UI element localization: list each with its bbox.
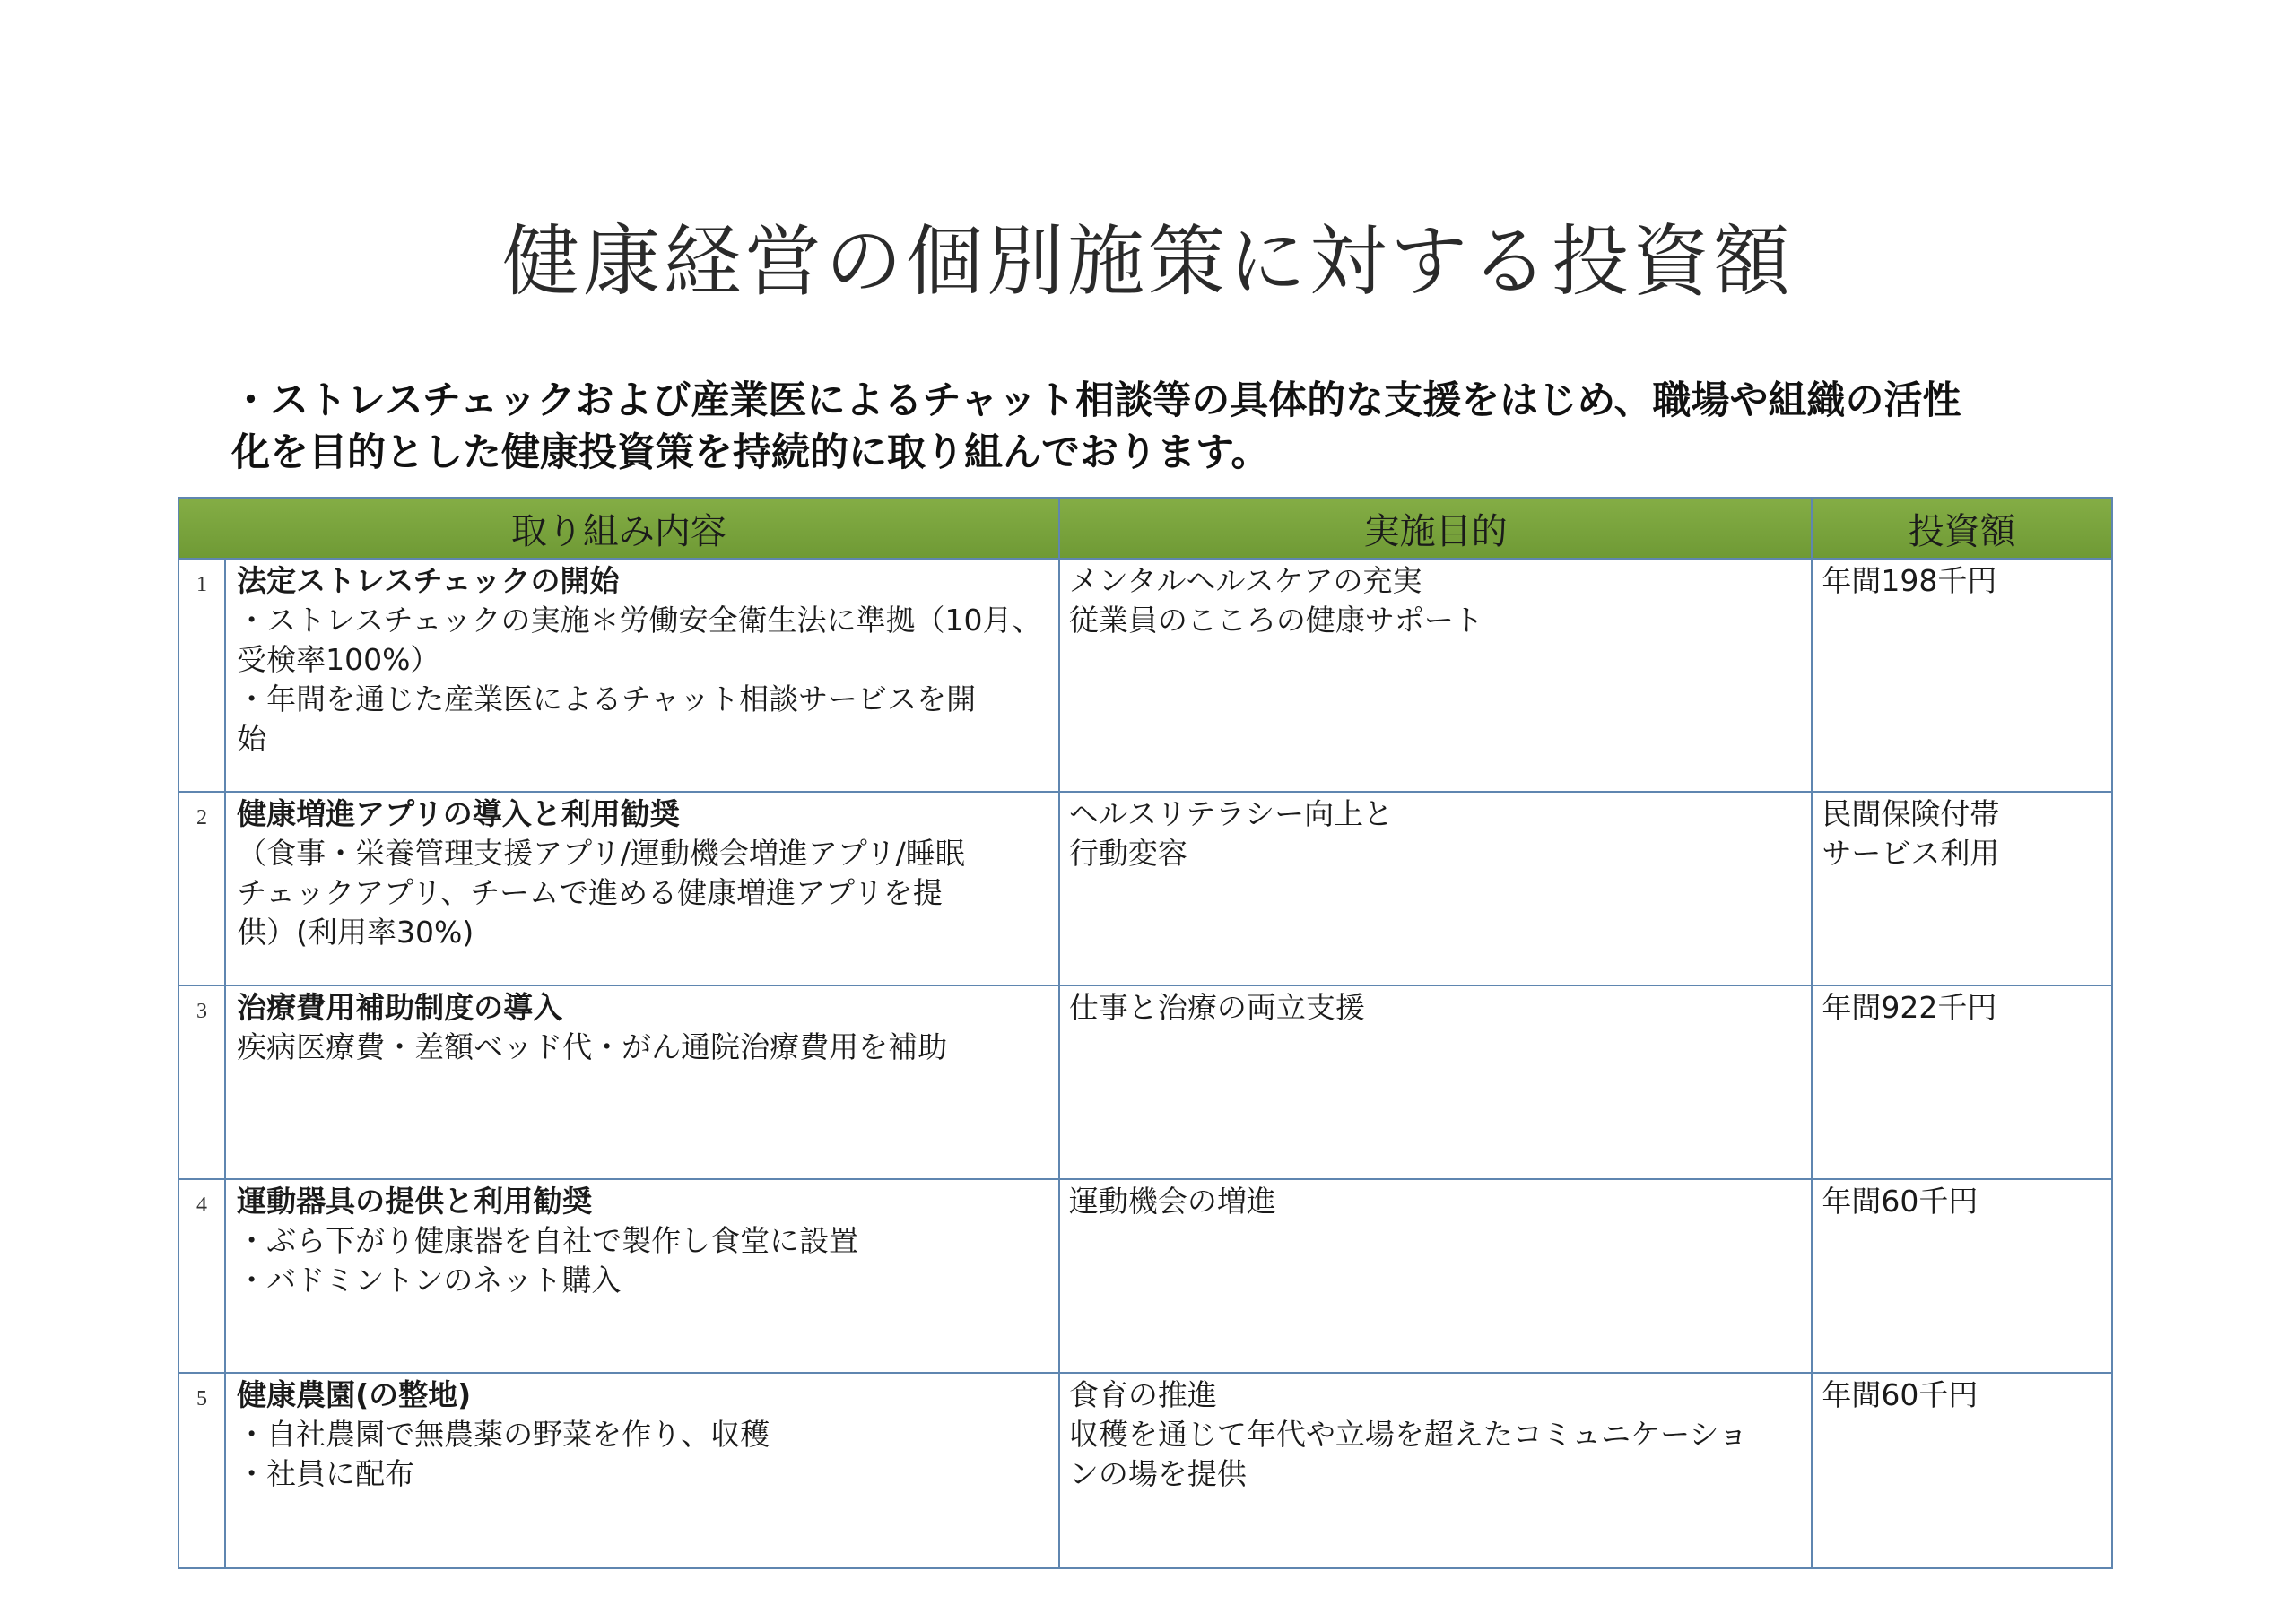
row-title: 健康増進アプリの導入と利用勧奨 xyxy=(237,796,680,831)
content-line: 受検率100%） xyxy=(237,642,440,677)
table-row xyxy=(178,1373,2112,1568)
content-line: ・ストレスチェックの実施＊労働安全衛生法に準拠（10月、 xyxy=(237,603,1042,638)
row-purpose xyxy=(1059,985,1813,1179)
row-title: 健康農園(の整地) xyxy=(237,1377,472,1412)
row-content xyxy=(225,1373,1059,1568)
purpose-line: 行動変容 xyxy=(1068,836,1187,871)
amount-line: 民間保険付帯 xyxy=(1822,796,2000,831)
purpose-line: 食育の推進 xyxy=(1068,1377,1217,1412)
row-title: 法定ストレスチェックの開始 xyxy=(237,563,620,598)
amount-line: 年間60千円 xyxy=(1822,1184,1979,1219)
row-purpose xyxy=(1059,559,1813,792)
header-content: 取り組み内容 xyxy=(178,498,1059,559)
table-row xyxy=(178,559,2112,792)
row-title: 治療費用補助制度の導入 xyxy=(237,990,563,1025)
purpose-line: ヘルスリテラシー向上と xyxy=(1068,796,1394,831)
row-amount xyxy=(1812,1179,2112,1373)
purpose-line: 運動機会の増進 xyxy=(1068,1184,1276,1219)
content-line: 供）(利用率30%) xyxy=(237,915,474,950)
row-content xyxy=(225,1179,1059,1373)
row-amount xyxy=(1812,985,2112,1179)
table-row xyxy=(178,1179,2112,1373)
purpose-line: 従業員のこころの健康サポート xyxy=(1068,603,1483,638)
row-purpose xyxy=(1059,792,1813,985)
purpose-line: ンの場を提供 xyxy=(1068,1456,1247,1491)
header-purpose: 実施目的 xyxy=(1059,498,1813,559)
header-amount: 投資額 xyxy=(1812,498,2112,559)
row-title: 運動器具の提供と利用勧奨 xyxy=(237,1184,593,1219)
row-purpose xyxy=(1059,1179,1813,1373)
purpose-line: 仕事と治療の両立支援 xyxy=(1068,990,1365,1025)
amount-line: 年間198千円 xyxy=(1822,563,1997,598)
row-content xyxy=(225,559,1059,792)
row-amount xyxy=(1812,1373,2112,1568)
table-header-row xyxy=(178,498,2112,559)
row-number: 5 xyxy=(178,1373,225,1568)
row-number: 2 xyxy=(178,792,225,985)
row-number: 3 xyxy=(178,985,225,1179)
intro-text xyxy=(231,375,2115,479)
intro-line-1: ・ストレスチェックおよび産業医によるチャット相談等の具体的な支援をはじめ、職場や組織の活性 xyxy=(231,378,1961,423)
content-line: 始 xyxy=(237,721,267,756)
purpose-line: 収穫を通じて年代や立場を超えたコミュニケーショ xyxy=(1068,1417,1748,1452)
page-title: 健康経営の個別施策に対する投資額 xyxy=(502,217,1794,307)
row-content xyxy=(225,985,1059,1179)
content-line: ・社員に配布 xyxy=(237,1456,415,1491)
intro-line-2: 化を目的とした健康投資策を持続的に取り組んでおります。 xyxy=(231,430,1270,475)
row-content xyxy=(225,792,1059,985)
content-line: ・ぶら下がり健康器を自社で製作し食堂に設置 xyxy=(237,1223,859,1258)
content-line: （食事・栄養管理支援アプリ/運動機会増進アプリ/睡眠 xyxy=(237,836,965,871)
investment-table xyxy=(178,497,2113,1569)
row-number: 4 xyxy=(178,1179,225,1373)
table-row xyxy=(178,985,2112,1179)
table-row xyxy=(178,792,2112,985)
amount-line: 年間922千円 xyxy=(1822,990,1997,1025)
content-line: ・年間を通じた産業医によるチャット相談サービスを開 xyxy=(237,681,977,716)
content-line: 疾病医療費・差額ベッド代・がん通院治療費用を補助 xyxy=(237,1029,948,1064)
row-number: 1 xyxy=(178,559,225,792)
row-purpose xyxy=(1059,1373,1813,1568)
row-amount xyxy=(1812,792,2112,985)
content-line: ・バドミントンのネット購入 xyxy=(237,1263,622,1298)
row-amount xyxy=(1812,559,2112,792)
content-line: チェックアプリ、チームで進める健康増進アプリを提 xyxy=(237,875,943,910)
purpose-line: メンタルヘルスケアの充実 xyxy=(1068,563,1422,598)
amount-line: サービス利用 xyxy=(1822,836,2000,871)
content-line: ・自社農園で無農薬の野菜を作り、収穫 xyxy=(237,1417,770,1452)
amount-line: 年間60千円 xyxy=(1822,1377,1979,1412)
